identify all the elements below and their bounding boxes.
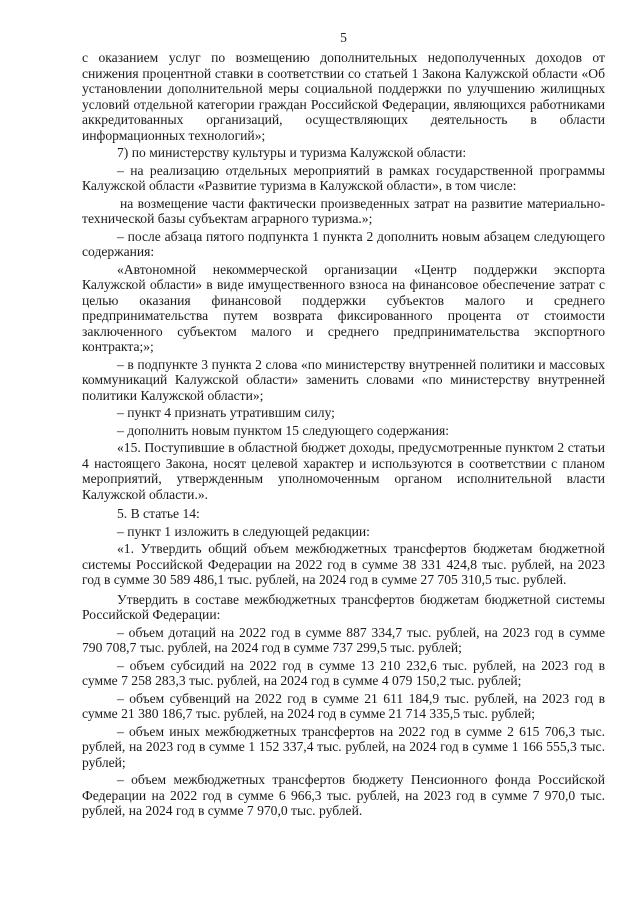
paragraph-pension-fund: – объем межбюджетных трансфертов бюджету Пенсионного фонда Российской Федерации на 2022 год в сумме 6 966,3 тыс. рублей, на 2023 год в сумме 7 970,0 тыс. рублей, на 2024 год в сумме 7 970,0 тыс. рублей. — [82, 772, 605, 818]
paragraph-article-14: 5. В статье 14: — [117, 506, 200, 521]
paragraph-add-item-15: – дополнить новым пунктом 15 следующего содержания: — [117, 422, 450, 438]
paragraph-item-4-void: – пункт 4 признать утратившим силу; — [117, 405, 335, 420]
paragraph-subsidies: – объем субсидий на 2022 год в сумме 13 210 232,6 тыс. рублей, на 2023 год в сумме 7 258 283,3 тыс. рублей, на 2024 год в сумме 4 079 150,2 тыс. рублей; — [82, 657, 605, 688]
page-number: 5 — [340, 30, 347, 45]
paragraph-continuation: с оказанием услуг по возмещению дополнительных недополученных доходов от снижения процентной ставки в соответствии со статьей 1 Закона Калужской области «Об установлении дополнительной меры социальной поддержки по улучшению жилищных условий отдельной категории граждан Российской Федерации, являющихся работниками аккредитованных организаций, осуществляющих деятельность в области информационных технологий»; — [82, 50, 605, 143]
paragraph-subsidies-dotations: – объем дотаций на 2022 год в сумме 887 334,7 тыс. рублей, на 2023 год в сумме 790 708,7 тыс. рублей, на 2024 год в сумме 737 299,5 тыс. рублей; — [82, 624, 605, 655]
paragraph-subventions: – объем субвенций на 2022 год в сумме 21 611 184,9 тыс. рублей, на 2023 год в сумме 21 380 186,7 тыс. рублей, на 2024 год в сумме 21 714 335,5 тыс. рублей; — [82, 690, 605, 721]
paragraph-agrotourism: на возмещение части фактически произведенных затрат на развитие материально-технической базы субъектам аграрного туризма.»; — [82, 195, 605, 226]
paragraph-item-7: 7) по министерству культуры и туризма Калужской области: — [117, 145, 467, 160]
paragraph-replace-words: – в подпункте 3 пункта 2 слова «по министерству внутренней политики и массовых коммуникаций Калужской области» заменить словами «по министерству внутренней политики Калужской области»; — [82, 356, 605, 403]
document-body — [82, 50, 605, 821]
paragraph-new-subparagraph: – после абзаца пятого подпункта 1 пункта 2 дополнить новым абзацем следующего содержания: — [82, 228, 605, 259]
paragraph-export-center: «Автономной некоммерческой организации «Центр поддержки экспорта Калужской области» в виде имущественного взноса на финансовое обеспечение затрат с целью оказания финансовой поддержки субъектов малого и среднего предпринимательства путем возврата фиксированного процента от стоимости заключенного субъектом малого и среднего предпринимательства экспортного контракта;»; — [82, 261, 605, 354]
paragraph-item-15-text: «15. Поступившие в областной бюджет доходы, предусмотренные пунктом 2 статьи 4 настоящего Закона, носят целевой характер и используются в соответствии с планом мероприятий, утвержденным уполномоченным органом исполнительной власти Калужской области.». — [82, 440, 605, 502]
paragraph-transfers-composition: Утвердить в составе межбюджетных трансфертов бюджетам бюджетной системы Российской Федерации: — [82, 591, 605, 622]
paragraph-transfers-total: «1. Утвердить общий объем межбюджетных трансфертов бюджетам бюджетной системы Российской Федерации на 2022 год в сумме 38 331 424,8 тыс. рублей, на 2023 год в сумме 30 589 486,1 тыс. рублей, на 2024 год в сумме 27 705 310,5 тыс. рублей. — [82, 541, 605, 587]
paragraph-other-transfers: – объем иных межбюджетных трансфертов на 2022 год в сумме 2 615 706,3 тыс. рублей, на 2023 год в сумме 1 152 337,4 тыс. рублей, на 2024 год в сумме 1 166 555,3 тыс. рублей; — [82, 723, 605, 770]
document-page — [82, 0, 605, 905]
paragraph-tourism-program: – на реализацию отдельных мероприятий в рамках государственной программы Калужской области «Развитие туризма в Калужской области», в том числе: — [82, 162, 605, 193]
paragraph-item-1-edit: – пункт 1 изложить в следующей редакции: — [117, 523, 370, 539]
